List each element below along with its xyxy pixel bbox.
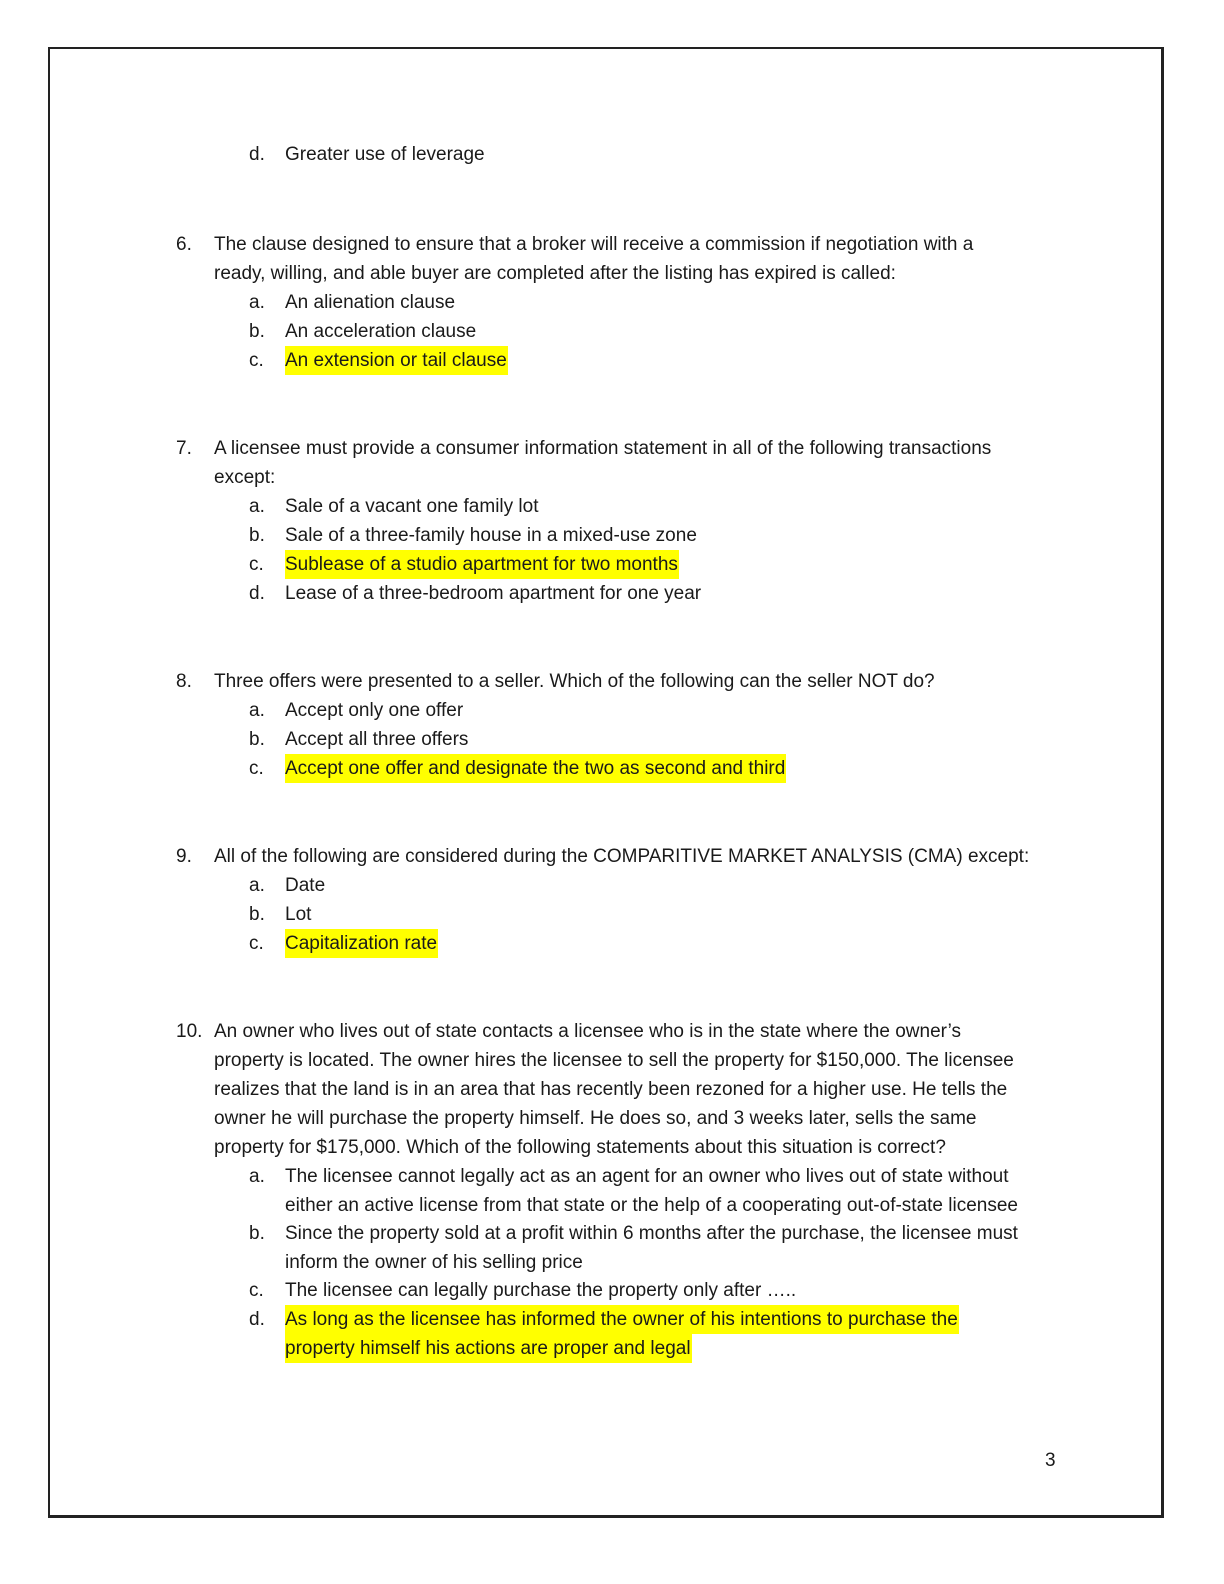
question-10-line-4: owner he will purchase the property himself. He does so, and 3 weeks later, sells the same <box>214 1108 977 1129</box>
q9-correct-answer-highlight: Capitalization rate <box>285 929 438 958</box>
q10-option-b-line-1: Since the property sold at a profit within 6 months after the purchase, the licensee must <box>285 1223 1018 1244</box>
question-7-text <box>214 434 1074 492</box>
q10-option-a-letter: a. <box>249 1166 265 1187</box>
question-6-line-1: The clause designed to ensure that a broker will receive a commission if negotiation with a <box>214 234 974 255</box>
q8-option-b-text: Accept all three offers <box>285 729 469 750</box>
page-number: 3 <box>1045 1450 1056 1471</box>
prev-option-letter: d. <box>249 144 265 165</box>
q7-option-b-letter: b. <box>249 525 265 546</box>
q6-option-b-letter: b. <box>249 321 265 342</box>
q8-option-a-text: Accept only one offer <box>285 700 464 721</box>
q10-option-d-text <box>285 1305 959 1363</box>
q10-option-b-letter: b. <box>249 1223 265 1244</box>
q6-option-c-text <box>285 346 508 375</box>
question-7-number: 7. <box>176 438 192 459</box>
question-8-number: 8. <box>176 671 192 692</box>
q6-option-a-letter: a. <box>249 292 265 313</box>
q6-option-b-text: An acceleration clause <box>285 321 477 342</box>
q9-option-b-letter: b. <box>249 904 265 925</box>
q6-option-c-letter: c. <box>249 350 264 371</box>
question-7-line-1: A licensee must provide a consumer information statement in all of the following transactions <box>214 438 992 459</box>
q7-option-b-text: Sale of a three-family house in a mixed-use zone <box>285 525 697 546</box>
q10-option-a-text <box>285 1162 1018 1220</box>
q8-option-c-letter: c. <box>249 758 264 779</box>
q8-option-b-letter: b. <box>249 729 265 750</box>
q10-option-c-letter: c. <box>249 1280 264 1301</box>
question-10-line-3: realizes that the land is in an area that has recently been rezoned for a higher use. He tells the <box>214 1079 1008 1100</box>
q7-option-d-text: Lease of a three-bedroom apartment for one year <box>285 583 702 604</box>
q10-option-c-line-1: The licensee can legally purchase the property only after ….. <box>285 1280 797 1301</box>
question-9-line-1: All of the following are considered during the COMPARITIVE MARKET ANALYSIS (CMA) except: <box>214 846 1030 867</box>
q7-option-a-text: Sale of a vacant one family lot <box>285 496 539 517</box>
q6-correct-answer-highlight: An extension or tail clause <box>285 346 508 375</box>
question-9-text <box>214 842 1074 871</box>
question-10-line-2: property is located. The owner hires the licensee to sell the property for $150,000. The licensee <box>214 1050 1014 1071</box>
question-8-line-1: Three offers were presented to a seller. Which of the following can the seller NOT do? <box>214 671 935 692</box>
q8-option-a-letter: a. <box>249 700 265 721</box>
q9-option-a-text: Date <box>285 875 326 896</box>
q10-correct-answer-line-2: property himself his actions are proper and legal <box>285 1334 692 1363</box>
q9-option-c-letter: c. <box>249 933 264 954</box>
q7-option-a-letter: a. <box>249 496 265 517</box>
prev-option-text: Greater use of leverage <box>285 144 485 165</box>
q10-option-b-line-2: inform the owner of his selling price <box>285 1252 583 1273</box>
q9-option-c-text <box>285 929 438 958</box>
q10-option-a-line-1: The licensee cannot legally act as an agent for an owner who lives out of state without <box>285 1166 1009 1187</box>
q8-correct-answer-highlight: Accept one offer and designate the two as second and third <box>285 754 786 783</box>
question-7-line-2: except: <box>214 467 276 488</box>
q7-option-d-letter: d. <box>249 583 265 604</box>
q10-option-a-line-2: either an active license from that state or the help of a cooperating out-of-state licensee <box>285 1195 1018 1216</box>
q10-option-c-text <box>285 1276 796 1305</box>
question-10-number: 10. <box>176 1021 203 1042</box>
q9-option-b-text: Lot <box>285 904 312 925</box>
q10-option-b-text <box>285 1219 1018 1277</box>
q10-correct-answer-line-1: As long as the licensee has informed the owner of his intentions to purchase the <box>285 1305 959 1334</box>
question-6-number: 6. <box>176 234 192 255</box>
q8-option-c-text <box>285 754 786 783</box>
question-6-text <box>214 230 1074 288</box>
q7-option-c-text <box>285 550 679 579</box>
question-8-text <box>214 667 1074 696</box>
q10-option-d-letter: d. <box>249 1309 265 1330</box>
q7-correct-answer-highlight: Sublease of a studio apartment for two months <box>285 550 679 579</box>
question-9-number: 9. <box>176 846 192 867</box>
question-10-line-1: An owner who lives out of state contacts a licensee who is in the state where the owner’s <box>214 1021 962 1042</box>
question-10-text <box>214 1017 1074 1162</box>
question-6-line-2: ready, willing, and able buyer are completed after the listing has expired is called: <box>214 263 896 284</box>
q6-option-a-text: An alienation clause <box>285 292 456 313</box>
q7-option-c-letter: c. <box>249 554 264 575</box>
question-10-line-5: property for $175,000. Which of the following statements about this situation is correct? <box>214 1137 946 1158</box>
q9-option-a-letter: a. <box>249 875 265 896</box>
